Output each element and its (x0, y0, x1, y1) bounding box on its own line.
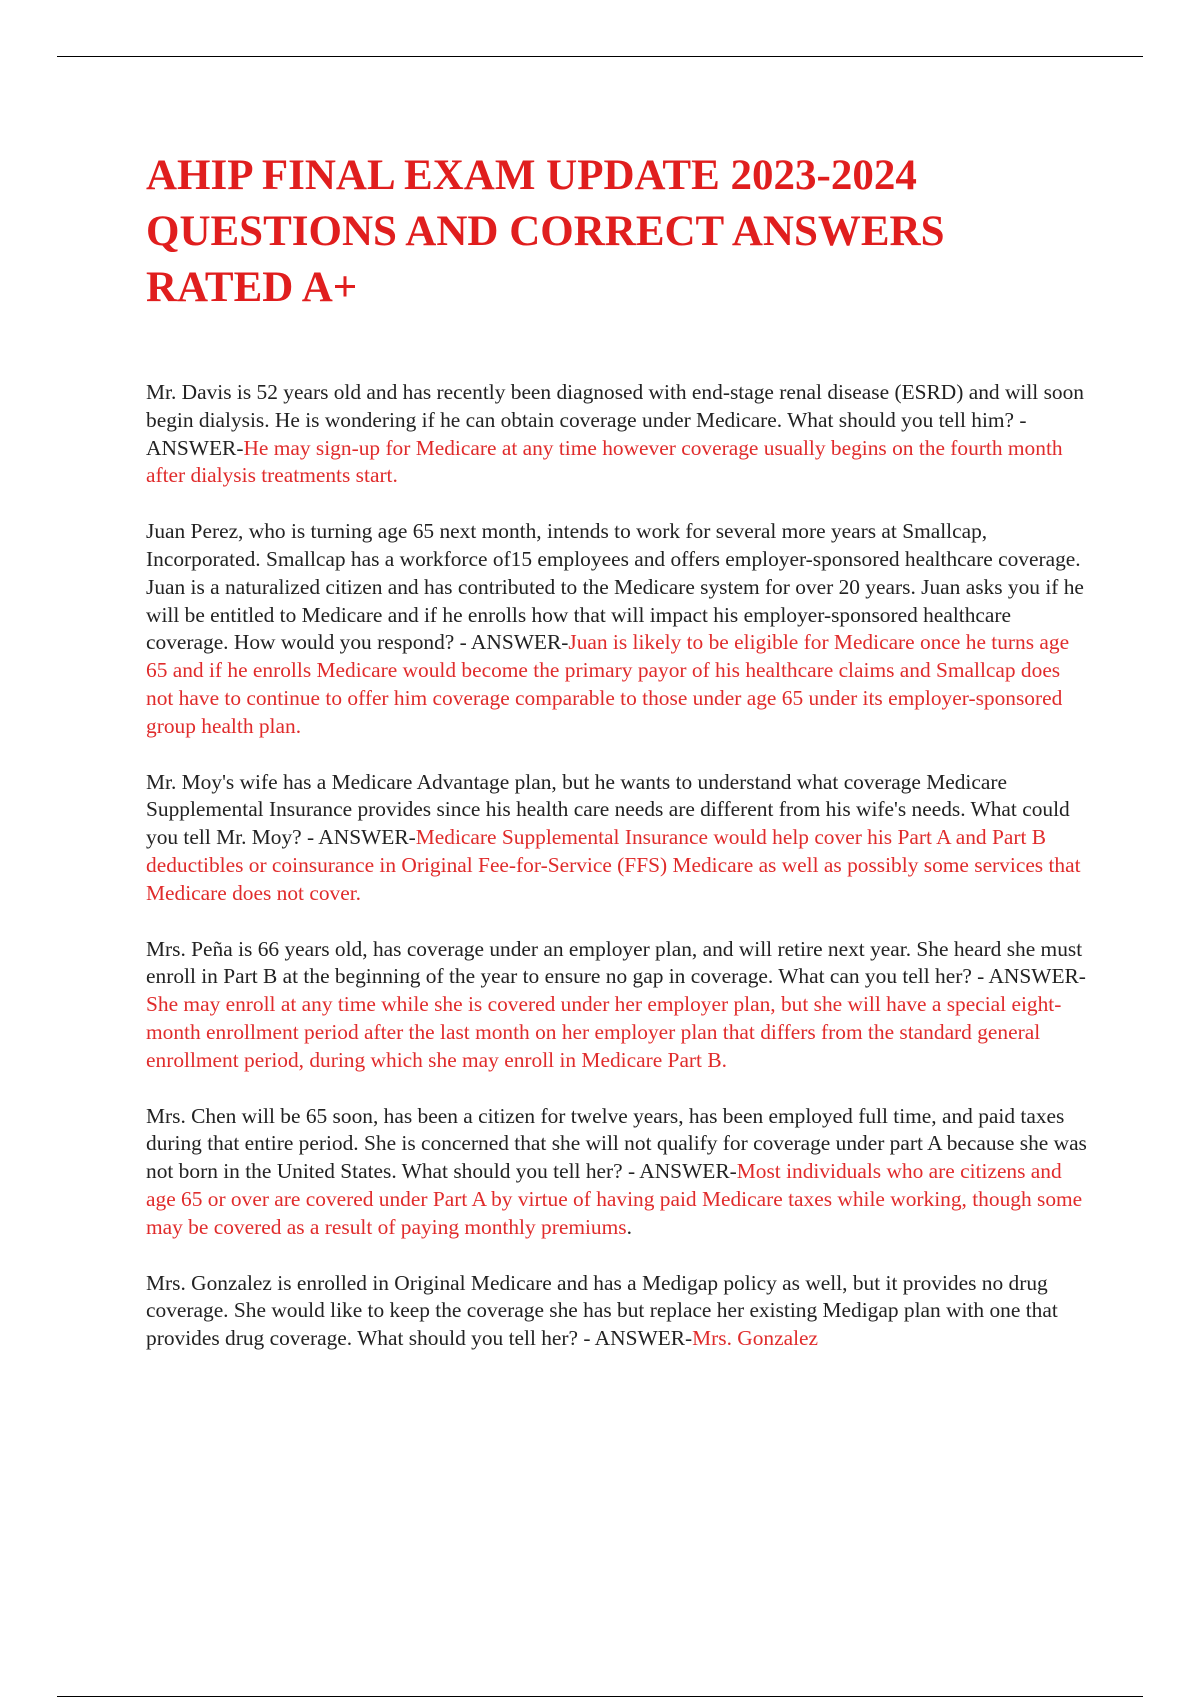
question-text: Mrs. Gonzalez is enrolled in Original Medicare and has a Medigap policy as well, but it provides no drug coverage. She would like to keep the coverage she has but replace her existing Medigap plan with one that provides drug coverage. What should you tell her? - ANSWER- (146, 1270, 1058, 1351)
question-text: Mr. Moy's wife has a Medicare Advantage plan, but he wants to understand what coverage Medicare Supplemental Insurance provides since his health care needs are different from his wife's needs. What could you tell Mr. Moy? - ANSWER- (146, 769, 1070, 850)
qa-list (146, 379, 1092, 1353)
question-text: Mr. Davis is 52 years old and has recently been diagnosed with end-stage renal disease (ESRD) and will soon begin dialysis. He is wondering if he can obtain coverage under Medicare. What should you tell him? - ANSWER- (146, 380, 1084, 460)
header-rule (57, 56, 1143, 57)
answer-text: Mrs. Gonzalez (692, 1326, 819, 1351)
question-text: Juan Perez, who is turning age 65 next month, intends to work for several more years at Smallcap, Incorporated. Smallcap has a workforce of15 employees and offers employer-sponsored healthcare coverage. Juan is a naturalized citizen and has contributed to the Medicare system for over 20 years. Juan asks you if he will be entitled to Medicare and if he enrolls how that will impact his employer-sponsored healthcare coverage. How would you respond? - ANSWER- (146, 519, 1084, 655)
answer-text: Most individuals who are citizens and age 65 or over are covered under Part A by virtue of having paid Medicare taxes while working, though some may be covered as a result of paying monthly premiums (146, 1159, 1083, 1239)
answer-text: Medicare Supplemental Insurance would help cover his Part A and Part B deductibles or coinsurance in Original Fee-for-Service (FFS) Medicare as well as possibly some services that Medicare does not cover. (146, 825, 1081, 905)
question-text: Mrs. Peña is 66 years old, has coverage under an employer plan, and will retire next year. She heard she must enroll in Part B at the beginning of the year to ensure no gap in coverage. What can you tell her? - ANSWER- (146, 936, 1086, 989)
qa-item-moy (146, 769, 1092, 908)
qa-item-chen (146, 1103, 1092, 1242)
qa-item-gonzalez (146, 1270, 1092, 1353)
qa-item-perez (146, 518, 1092, 740)
title-line-2: QUESTIONS AND CORRECT ANSWERS (146, 208, 945, 255)
qa-item-pena (146, 936, 1092, 1075)
qa-item-davis (146, 379, 1092, 490)
title-line-3: RATED A+ (146, 264, 358, 311)
title-line-1: AHIP FINAL EXAM UPDATE 2023-2024 (146, 152, 917, 199)
answer-text: He may sign-up for Medicare at any time however coverage usually begins on the fourth month after dialysis treatments start. (146, 435, 1063, 488)
answer-text: Juan is likely to be eligible for Medicare once he turns age 65 and if he enrolls Medicare would become the primary payor of his healthcare claims and Smallcap does not have to continue to offer him coverage comparable to those under age 65 under its employer-sponsored group health plan. (146, 630, 1070, 738)
answer-text: She may enroll at any time while she is covered under her employer plan, but she will have a special eight-month enrollment period after the last month on her employer plan that differs from the standard general enrollment period, during which she may enroll in Medicare Part B. (146, 992, 1062, 1072)
footer-rule (57, 1696, 1143, 1697)
question-text: Mrs. Chen will be 65 soon, has been a citizen for twelve years, has been employed full time, and paid taxes during that entire period. She is concerned that she will not qualify for coverage under part A because she was not born in the United States. What should you tell her? - ANSWER- (146, 1103, 1087, 1184)
document-body (146, 148, 1092, 1381)
document-title (146, 148, 1092, 316)
answer-tail: . (626, 1214, 632, 1239)
